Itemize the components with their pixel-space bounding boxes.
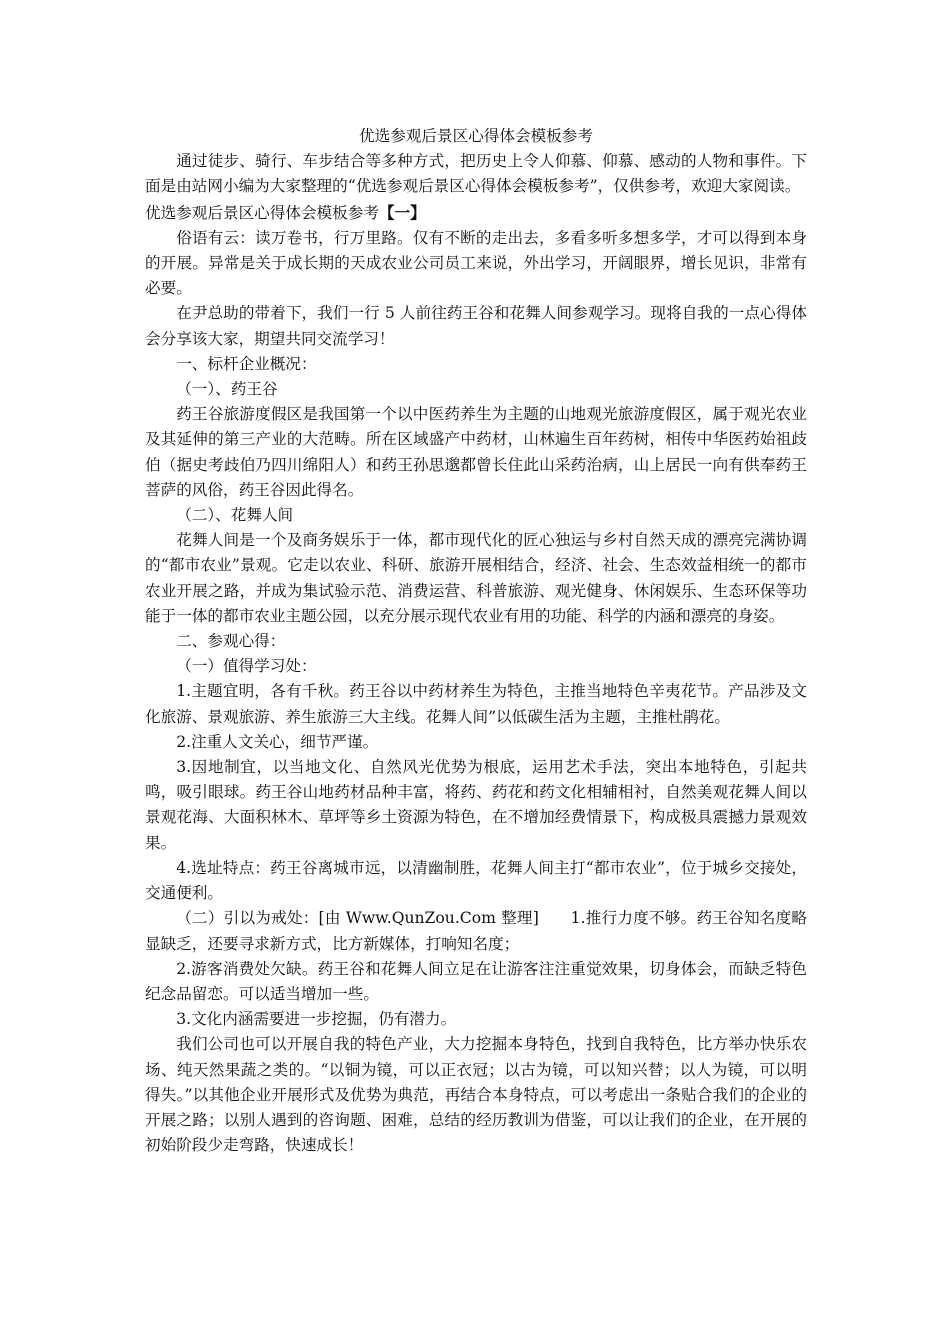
document-title: 优选参观后景区心得体会模板参考 [359,127,593,145]
list-item-7: 3.文化内涵需要进一步挖掘，仍有潜力。 [176,1010,457,1029]
list-item-6: 2.游客消费处欠缺。药王谷和花舞人间立足在让游客注注重觉效果，切身体会，而缺乏特色纪念品留恋。可以适当增加一些。 [145,959,807,1003]
paragraph-yaowanggu: 药王谷旅游度假区是我国第一个以中医药养生为主题的山地观光旅游度假区，属于观光农业及其延伸的第三产业的大范畴。所在区域盛产中药材，山林遍生百年药树，相传中华医药始祖歧伯（据史考歧伯乃四川绵阳人）和药王孙思邈都曾长住此山采药治病，山上居民一向有供奉药王菩萨的风俗，药王谷因此得名。 [145,405,807,499]
document-page [145,124,807,1158]
heading-benchmark-overview: 一、标杆企业概况： [176,354,317,373]
list-item-1: 1.主题宜明，各有千秋。药王谷以中药材养生为特色，主推当地特色辛夷花节。产品涉及文化旅游、景观旅游、养生旅游三大主线。花舞人间”以低碳生活为主题，主推杜鹃花。 [145,682,807,726]
section-heading [145,200,807,226]
heading-visit-insights: 二、参观心得： [176,632,286,651]
section-heading-text: 优选参观后景区心得体会模板参考 [145,203,379,222]
subheading-worth-learning: （一）值得学习处： [176,657,317,676]
list-item-4: 4.选址特点：药王谷离城市远，以清幽制胜，花舞人间主打“都市农业”，位于城乡交接处，交通便利。 [145,858,807,903]
paragraph-2: 在尹总助的带着下，我们一行 5 人前往药王谷和花舞人间参观学习。现将自我的一点心得体会分享该大家，期望共同交流学习！ [145,304,807,348]
list-item-3: 3.因地制宜，以当地文化、自然风光优势为根底，运用艺术手法，突出本地特色，引起共鸣，吸引眼球。药王谷山地药材品种丰富，将药、药花和药文化相辅相衬，自然美观花舞人间以景观花海、大面积林木、草坪等乡土资源为特色，在不增加经费情景下，构成极具震撼力景观效果。 [145,758,807,852]
subheading-huawurenjian: （二）、花舞人间 [176,506,294,525]
paragraph-conclusion: 我们公司也可以开展自我的特色产业，大力挖掘本身特色，找到自我特色，比方举办快乐农场、纯天然果蔬之类的。“以铜为镜，可以正衣冠；以古为镜，可以知兴替；以人为镜，可以明得失。”以其他企业开展形式及优势为典范，再结合本身特点，可以考虑出一条贴合我们的企业的开展之路；以别人遇到的咨询题、困难，总结的经历教训为借鉴，可以让我们的企业，在开展的初始阶段少走弯路，快速成长！ [145,1035,807,1155]
intro-paragraph: 通过徒步、骑行、车步结合等多种方式，把历史上令人仰慕、仰慕、感动的人物和事件。下面是由站网小编为大家整理的“优选参观后景区心得体会模板参考”，仅供参考，欢迎大家阅读。 [145,152,807,196]
subheading-yaowanggu: （一）、药王谷 [176,380,278,399]
paragraph-huawurenjian: 花舞人间是一个及商务娱乐于一体，都市现代化的匠心独运与乡村自然天成的漂亮完满协调的“都市农业”景观。它走以农业、科研、旅游开展相结合，经济、社会、生态效益相统一的都市农业开展之路，并成为集试验示范、消费运营、科普旅游、观光健身、休闲娱乐、生态环保等功能于一体的都市农业主题公园，以充分展示现代农业有用的功能、科学的内涵和漂亮的身姿。 [145,531,807,625]
subheading-lessons: （二）引以为戒处：[由 Www.QunZou.Com 整理] 1.推行力度不够。药王谷知名度略显缺乏，还要寻求新方式，比方新媒体，打响知名度； [145,909,807,953]
list-item-2: 2.注重人文关心，细节严谨。 [176,732,379,751]
section-heading-mark: 【一】 [378,202,426,222]
paragraph-1: 俗语有云：读万卷书，行万里路。仅有不断的走出去，多看多听多想多学，才可以得到本身的开展。异常是关于成长期的天成农业公司员工来说，外出学习，开阔眼界，增长见识，非常有必要。 [145,228,807,298]
